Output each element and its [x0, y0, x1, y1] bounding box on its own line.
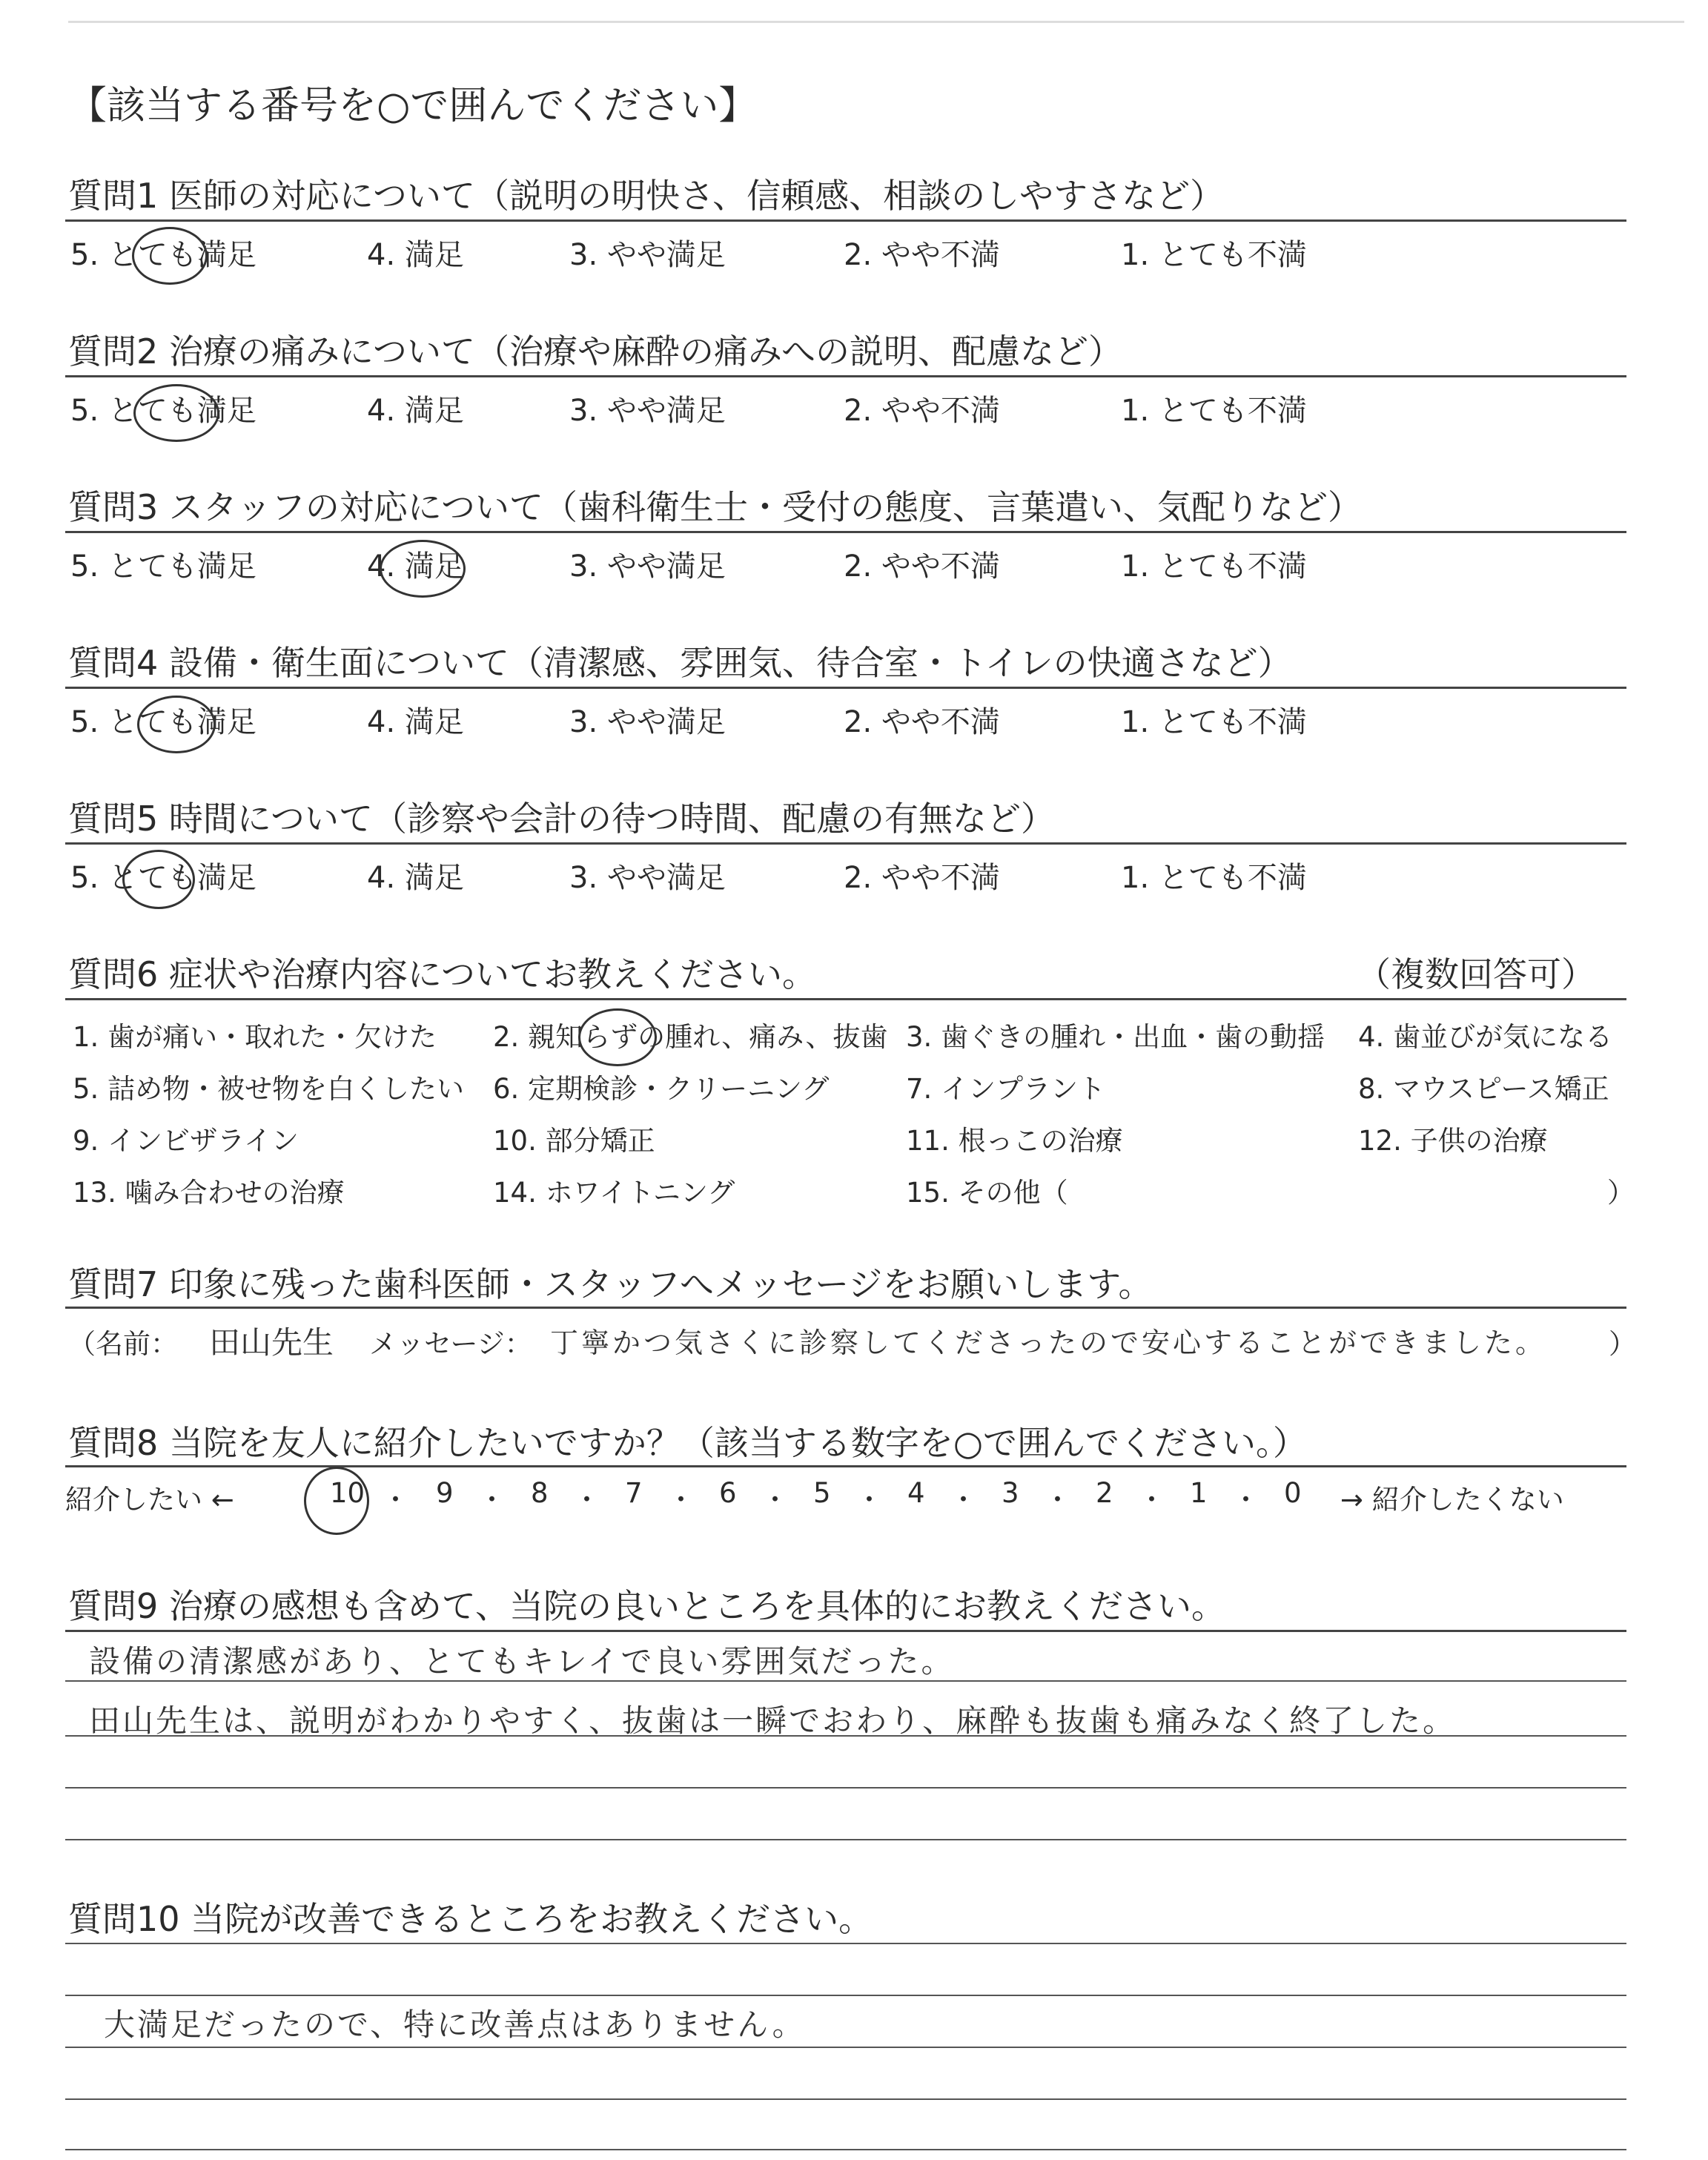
- name-prefix: （名前：: [68, 1328, 178, 1360]
- rating-option[interactable]: 4. 満足: [367, 394, 464, 428]
- question-label: 質問3 スタッフの対応について（歯科衛生士・受付の態度、言葉遣い、気配りなど）: [68, 487, 1362, 527]
- scale-value[interactable]: 3: [1002, 1477, 1019, 1509]
- scale-value[interactable]: 1: [1190, 1477, 1208, 1509]
- rating-option[interactable]: 3. やや満足: [569, 549, 726, 584]
- rating-option[interactable]: 5. とても満足: [70, 238, 256, 272]
- divider: [65, 531, 1626, 533]
- top-border: [68, 21, 1684, 23]
- rating-option[interactable]: 5. とても満足: [70, 394, 256, 428]
- question-label: 質問2 治療の痛みについて（治療や麻酔の痛みへの説明、配慮など）: [68, 331, 1123, 371]
- rating-option[interactable]: 3. やや満足: [569, 705, 726, 739]
- multiple-answer-note: （複数回答可）: [1357, 954, 1595, 994]
- rating-option[interactable]: 2. やや不満: [844, 394, 1000, 428]
- page-title: 【該当する番号を○で囲んでください】: [68, 84, 758, 128]
- rating-option[interactable]: 5. とても満足: [70, 861, 256, 895]
- staff-name-handwritten[interactable]: 田山先生: [209, 1324, 334, 1361]
- answer-line: [65, 2098, 1626, 2100]
- scale-value[interactable]: 2: [1096, 1477, 1113, 1509]
- scale-separator: ・: [1232, 1484, 1260, 1516]
- q6-option[interactable]: 11. 根っこの治療: [906, 1125, 1123, 1157]
- scale-separator: ・: [950, 1484, 977, 1516]
- answer-handwritten[interactable]: 大満足だったので、特に改善点はありません。: [104, 2007, 806, 2043]
- answer-line: [65, 2047, 1626, 2048]
- answer-handwritten[interactable]: 設備の清潔感があり、とてもキレイで良い雰囲気だった。: [89, 1643, 955, 1680]
- divider: [65, 375, 1626, 377]
- question-label: 質問5 時間について（診察や会計の待つ時間、配慮の有無など）: [68, 799, 1055, 839]
- q6-option[interactable]: 4. 歯並びが気になる: [1358, 1021, 1613, 1053]
- scale-value[interactable]: 5: [813, 1477, 831, 1509]
- divider: [65, 998, 1626, 1000]
- scale-value[interactable]: 4: [907, 1477, 925, 1509]
- rating-option[interactable]: 3. やや満足: [569, 861, 726, 895]
- q6-other-close: ）: [1607, 1177, 1635, 1209]
- rating-option[interactable]: 1. とても不満: [1121, 861, 1307, 895]
- rating-option[interactable]: 5. とても満足: [70, 549, 256, 584]
- scale-separator: ・: [573, 1484, 600, 1516]
- scale-separator: ・: [761, 1484, 789, 1516]
- scale-value[interactable]: 6: [719, 1477, 737, 1509]
- answer-handwritten[interactable]: 田山先生は、説明がわかりやすく、抜歯は一瞬でおわり、麻酔も抜歯も痛みなく終了した。: [89, 1702, 1457, 1739]
- rating-option[interactable]: 2. やや不満: [844, 549, 1000, 584]
- answer-line: [65, 1995, 1626, 1996]
- scale-separator: ・: [1138, 1484, 1165, 1516]
- rating-option[interactable]: 4. 満足: [367, 861, 464, 895]
- scale-value[interactable]: 8: [531, 1477, 549, 1509]
- rating-option[interactable]: 5. とても満足: [70, 705, 256, 739]
- scale-separator: ・: [855, 1484, 883, 1516]
- rating-option[interactable]: 3. やや満足: [569, 394, 726, 428]
- divider: [65, 842, 1626, 845]
- question-label: 質問8 当院を友人に紹介したいですか？（該当する数字を○で囲んでください。）: [68, 1423, 1308, 1463]
- rating-option[interactable]: 1. とても不満: [1121, 705, 1307, 739]
- question-label: 質問6 症状や治療内容についてお教えください。: [68, 954, 816, 994]
- rating-option[interactable]: 4. 満足: [367, 549, 464, 584]
- scale-value[interactable]: 9: [436, 1477, 454, 1509]
- selection-circle: [137, 696, 216, 753]
- scale-value[interactable]: 0: [1284, 1477, 1302, 1509]
- q6-option[interactable]: 8. マウスピース矯正: [1358, 1073, 1609, 1105]
- answer-line: [65, 2149, 1626, 2150]
- q6-option[interactable]: 13. 噛み合わせの治療: [73, 1177, 345, 1209]
- scale-separator: ・: [478, 1484, 506, 1516]
- answer-line: [65, 1943, 1626, 1944]
- scale-separator: ・: [1044, 1484, 1071, 1516]
- scale-separator: ・: [667, 1484, 695, 1516]
- answer-line: [65, 1680, 1626, 1682]
- selection-circle: [304, 1467, 369, 1535]
- rating-option[interactable]: 1. とても不満: [1121, 549, 1307, 584]
- selection-circle: [132, 227, 208, 285]
- divider: [65, 1465, 1626, 1467]
- q6-option[interactable]: 2. 親知らずの腫れ、痛み、抜歯: [493, 1021, 888, 1053]
- question-label: 質問7 印象に残った歯科医師・スタッフへメッセージをお願いします。: [68, 1264, 1153, 1304]
- q6-option[interactable]: 5. 詰め物・被せ物を白くしたい: [73, 1073, 465, 1105]
- rating-option[interactable]: 1. とても不満: [1121, 394, 1307, 428]
- divider: [65, 219, 1626, 222]
- scale-value[interactable]: 10: [330, 1477, 365, 1509]
- divider: [65, 1630, 1626, 1632]
- rating-option[interactable]: 2. やや不満: [844, 705, 1000, 739]
- q6-option[interactable]: 14. ホワイトニング: [493, 1177, 735, 1209]
- q6-option[interactable]: 6. 定期検診・クリーニング: [493, 1073, 830, 1105]
- recommend-right-label: → 紹介したくない: [1340, 1484, 1564, 1516]
- q6-option[interactable]: 12. 子供の治療: [1358, 1125, 1548, 1157]
- recommend-left-label: 紹介したい ←: [65, 1484, 234, 1516]
- message-prefix: メッセージ：: [369, 1328, 532, 1360]
- rating-option[interactable]: 2. やや不満: [844, 861, 1000, 895]
- answer-line: [65, 1787, 1626, 1789]
- question-label: 質問9 治療の感想も含めて、当院の良いところを具体的にお教えください。: [68, 1586, 1225, 1626]
- selection-circle: [122, 850, 195, 909]
- rating-option[interactable]: 4. 満足: [367, 705, 464, 739]
- message-close: ）: [1609, 1328, 1636, 1360]
- q6-option[interactable]: 1. 歯が痛い・取れた・欠けた: [73, 1021, 437, 1053]
- question-label: 質問1 医師の対応について（説明の明快さ、信頼感、相談のしやすさなど）: [68, 176, 1225, 216]
- q6-option[interactable]: 3. 歯ぐきの腫れ・出血・歯の動揺: [906, 1021, 1325, 1053]
- scale-separator: ・: [382, 1484, 409, 1516]
- answer-line: [65, 1735, 1626, 1737]
- message-handwritten[interactable]: 丁寧かつ気さくに診察してくださったので安心することができました。: [550, 1327, 1547, 1359]
- selection-circle: [578, 1008, 657, 1066]
- rating-option[interactable]: 3. やや満足: [569, 238, 726, 272]
- rating-option[interactable]: 1. とても不満: [1121, 238, 1307, 272]
- selection-circle: [380, 540, 466, 598]
- q6-option[interactable]: 9. インビザライン: [73, 1125, 299, 1157]
- rating-option[interactable]: 4. 満足: [367, 238, 464, 272]
- question-label: 質問4 設備・衛生面について（清潔感、雰囲気、待合室・トイレの快適さなど）: [68, 643, 1292, 683]
- divider: [65, 1307, 1626, 1309]
- divider: [65, 687, 1626, 689]
- q6-option[interactable]: 15. その他（: [906, 1177, 1068, 1209]
- selection-circle: [133, 384, 219, 442]
- scale-value[interactable]: 7: [625, 1477, 643, 1509]
- question-label: 質問10 当院が改善できるところをお教えください。: [68, 1899, 873, 1939]
- answer-line: [65, 1839, 1626, 1840]
- q6-option[interactable]: 10. 部分矯正: [493, 1125, 655, 1157]
- q6-option[interactable]: 7. インプラント: [906, 1073, 1106, 1105]
- rating-option[interactable]: 2. やや不満: [844, 238, 1000, 272]
